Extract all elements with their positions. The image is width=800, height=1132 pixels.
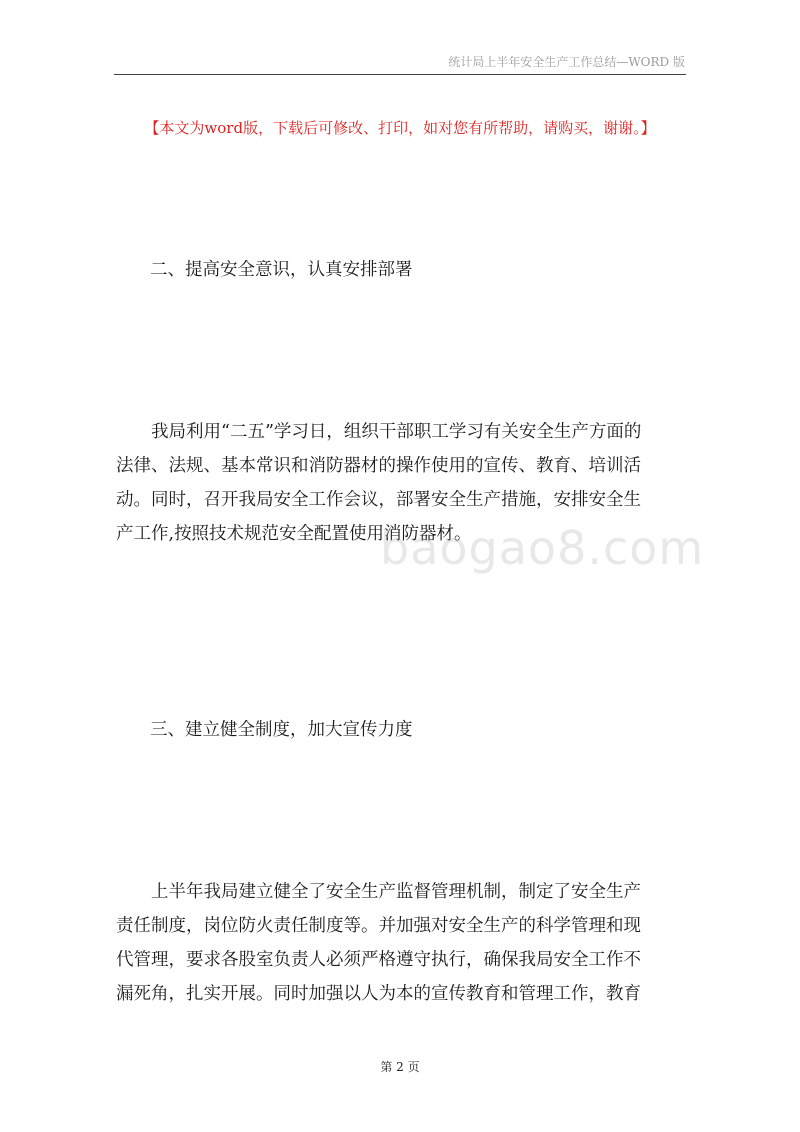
paragraph-line: 动。同时，召开我局安全工作会议，部署安全生产措施，安排安全生 (116, 490, 641, 510)
paragraph-line: 法律、法规、基本常识和消防器材的操作使用的宣传、教育、培训活 (116, 456, 641, 476)
paragraph-line: 我局利用“二五”学习日，组织干部职工学习有关安全生产方面的 (151, 422, 642, 442)
page-number: 第 2 页 (380, 1060, 420, 1074)
paragraph-line: 代管理，要求各股室负责人必须严格遵守执行，确保我局安全工作不 (116, 950, 641, 970)
section-heading-3: 三、建立健全制度，加大宣传力度 (150, 720, 413, 740)
purchase-notice: 【本文为word版，下载后可修改、打印，如对您有所帮助，请购买，谢谢。】 (144, 119, 656, 137)
paragraph-line: 责任制度，岗位防火责任制度等。并加强对安全生产的科学管理和现 (116, 916, 641, 936)
paragraph-line: 漏死角，扎实开展。同时加强以人为本的宣传教育和管理工作，教育 (116, 984, 641, 1004)
running-header-title: 统计局上半年安全生产工作总结—WORD 版 (448, 55, 685, 69)
paragraph-line: 上半年我局建立健全了安全生产监督管理机制，制定了安全生产 (151, 882, 641, 902)
paragraph-section-3 (116, 875, 686, 1011)
header-divider (114, 74, 686, 75)
section-heading-2: 二、提高安全意识，认真安排部署 (150, 260, 413, 280)
paragraph-line: 产工作,按照技术规范安全配置使用消防器材。 (116, 524, 472, 544)
watermark-text: baogao8.com (380, 521, 705, 575)
